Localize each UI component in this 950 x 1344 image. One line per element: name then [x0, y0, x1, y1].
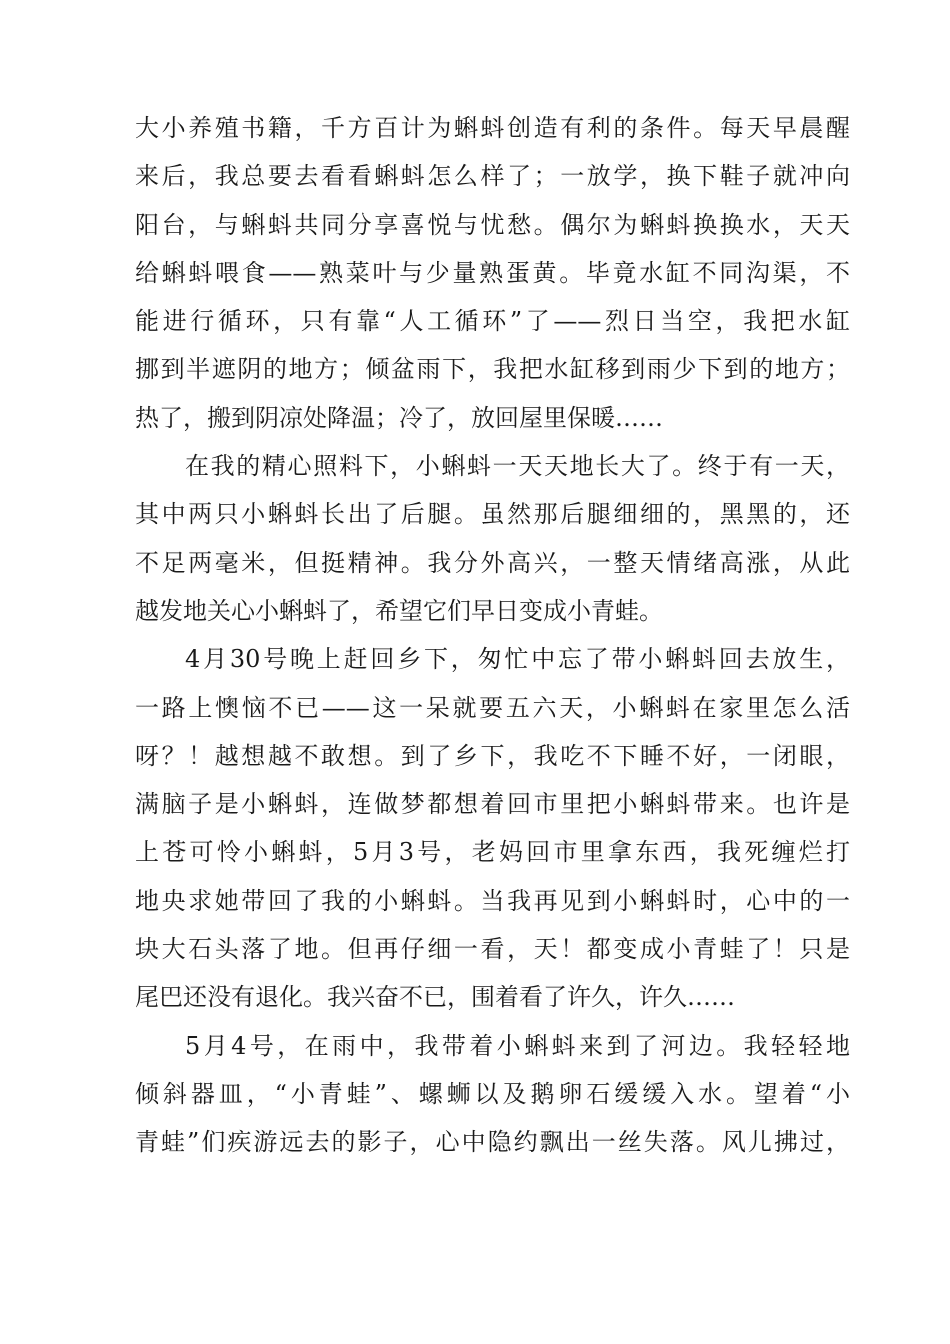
text-line: 5月4号，在雨中，我带着小蝌蚪来到了河边。我轻轻地 [185, 1031, 850, 1060]
text-line: 呀？！越想越不敢想。到了乡下，我吃不下睡不好，一闭眼， [135, 741, 850, 770]
text-line: 在我的精心照料下，小蝌蚪一天天地长大了。终于有一天， [185, 452, 850, 481]
text-line: 能进行循环，只有靠“人工循环”了——烈日当空，我把水缸 [135, 307, 850, 336]
text-line: 地央求她带回了我的小蝌蚪。当我再见到小蝌蚪时，心中的一 [135, 886, 850, 915]
text-line: 给蝌蚪喂食——熟菜叶与少量熟蛋黄。毕竟水缸不同沟渠，不 [135, 258, 850, 287]
text-line: 块大石头落了地。但再仔细一看，天！都变成小青蛙了！只是 [135, 935, 850, 964]
text-line: 越发地关心小蝌蚪了，希望它们早日变成小青蛙。 [135, 596, 663, 625]
text-line: 倾斜器皿，“小青蛙”、螺蛳以及鹅卵石缓缓入水。望着“小 [135, 1079, 850, 1108]
text-line: 一路上懊恼不已——这一呆就要五六天，小蝌蚪在家里怎么活 [135, 693, 850, 722]
text-line: 热了，搬到阴凉处降温；冷了，放回屋里保暖…… [135, 403, 663, 432]
text-line: 挪到半遮阴的地方；倾盆雨下，我把水缸移到雨少下到的地方； [135, 355, 850, 384]
text-line: 尾巴还没有退化。我兴奋不已，围着看了许久，许久…… [135, 983, 735, 1012]
text-line: 大小养殖书籍，千方百计为蝌蚪创造有利的条件。每天早晨醒 [135, 114, 850, 142]
text-line: 来后，我总要去看看蝌蚪怎么样了；一放学，换下鞋子就冲向 [135, 162, 850, 191]
article-body [135, 104, 850, 1167]
text-line: 阳台，与蝌蚪共同分享喜悦与忧愁。偶尔为蝌蚪换换水，天天 [135, 210, 850, 239]
text-line: 满脑子是小蝌蚪，连做梦都想着回市里把小蝌蚪带来。也许是 [135, 790, 850, 819]
text-line: 青蛙”们疾游远去的影子，心中隐约飘出一丝失落。风儿拂过， [135, 1128, 850, 1157]
text-line: 不足两毫米，但挺精神。我分外高兴，一整天情绪高涨，从此 [135, 548, 850, 577]
text-line: 上苍可怜小蝌蚪，5月3号，老妈回市里拿东西，我死缠烂打 [135, 838, 850, 867]
text-line: 其中两只小蝌蚪长出了后腿。虽然那后腿细细的，黑黑的，还 [135, 500, 850, 529]
text-line: 4月30号晚上赶回乡下，匆忙中忘了带小蝌蚪回去放生， [185, 645, 850, 674]
